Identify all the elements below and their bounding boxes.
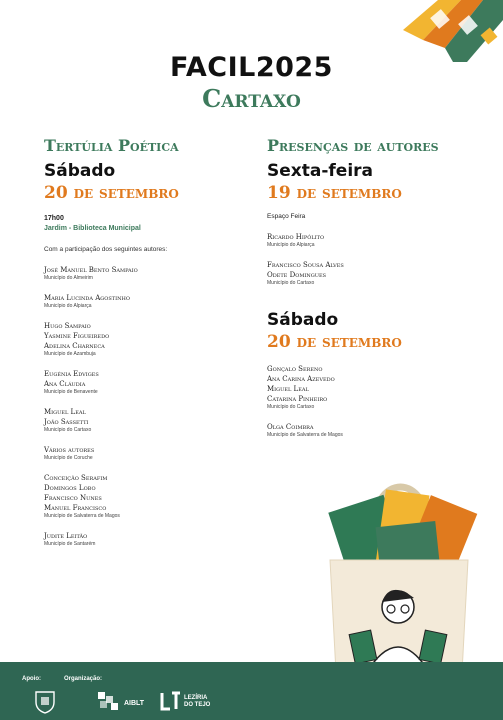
author-group — [44, 369, 254, 396]
municipality-label: Município de Salvaterra de Magos — [44, 513, 120, 519]
municipality-label: Município do Almeirim — [44, 275, 93, 281]
left-author-list — [44, 265, 254, 548]
author-group — [267, 232, 487, 249]
author-group — [267, 364, 487, 411]
right-column — [267, 136, 487, 439]
event-time: 17h00 — [44, 215, 64, 222]
section-title-presencas: Presenças de autores — [267, 136, 439, 155]
author-group — [267, 260, 487, 287]
municipality-label: Município do Cartaxo — [267, 280, 315, 286]
municipality-label: Município do Cartaxo — [267, 404, 315, 410]
author-name: Miguel Leal — [267, 385, 309, 393]
municipality-label: Município do Alpiarça — [267, 242, 315, 248]
author-name: Catarina Pinheiro — [267, 395, 328, 403]
municipality-label: Município de Salvaterra de Magos — [267, 432, 343, 438]
author-name: Olga Coimbra — [267, 423, 314, 431]
right-author-list-1 — [267, 232, 487, 287]
municipality-label: Município do Alpiarça — [44, 303, 92, 309]
author-name: Manuel Francisco — [44, 504, 107, 512]
author-name: Eugénia Edviges — [44, 370, 99, 378]
municipality-crest-icon — [34, 690, 56, 714]
aiblt-logo-text: AIBLT — [124, 700, 145, 707]
leziria-logo-text-2: DO TEJO — [184, 702, 211, 708]
author-name: Ricardo Hipólito — [267, 233, 325, 241]
author-name: João Sassetti — [44, 418, 89, 426]
author-name: Francisco Sousa Alves — [267, 261, 344, 269]
author-name: Odete Domingues — [267, 271, 327, 279]
author-name: Conceição Serafim — [44, 474, 108, 482]
author-group — [44, 531, 254, 548]
header — [0, 52, 503, 114]
left-date: 20 de setembro — [44, 183, 179, 203]
intro-text: Com a participação dos seguintes autores: — [44, 246, 168, 253]
author-name: José Manuel Bento Sampaio — [44, 266, 138, 274]
municipality-label: Município de Coruche — [44, 455, 93, 461]
municipality-label: Município de Benavente — [44, 389, 98, 395]
author-name: Ana Cláudia — [44, 380, 86, 388]
right-day-1: Sexta-feira — [267, 161, 374, 181]
author-group — [44, 407, 254, 434]
author-group — [44, 445, 254, 462]
author-name: Gonçalo Sereno — [267, 365, 323, 373]
city-subtitle: Cartaxo — [202, 84, 301, 113]
author-name: Ana Carina Azevedo — [267, 375, 335, 383]
leziria-logo-text-1: LEZÍRIA — [184, 695, 208, 701]
author-group — [44, 473, 254, 520]
author-name: Adelina Charneca — [44, 342, 105, 350]
right-date-2: 20 de setembro — [267, 332, 402, 352]
right-block-2 — [267, 309, 487, 439]
author-name: Yasmine Figueiredo — [44, 332, 110, 340]
section-title-tertulia: Tertúlia Poética — [44, 136, 179, 155]
support-label: Apoio: — [22, 676, 41, 682]
organization-label: Organização: — [64, 676, 103, 682]
author-name: Hugo Sampaio — [44, 322, 91, 330]
author-name: Francisco Nunes — [44, 494, 102, 502]
author-group — [44, 321, 254, 358]
author-name: Domingos Lobo — [44, 484, 96, 492]
space-label: Espaço Feira — [267, 213, 306, 220]
page-title: FACIL2025 — [170, 52, 333, 83]
left-column — [44, 136, 254, 548]
author-group — [267, 422, 487, 439]
author-name: Maria Lucinda Agostinho — [44, 294, 130, 302]
author-name: Vários autores — [44, 446, 95, 454]
leziria-logo-icon — [160, 691, 182, 711]
footer-bar — [0, 662, 503, 720]
right-author-list-2 — [267, 364, 487, 439]
municipality-label: Município do Cartaxo — [44, 427, 92, 433]
right-date-1: 19 de setembro — [267, 183, 402, 203]
author-group — [44, 293, 254, 310]
author-name: Miguel Leal — [44, 408, 86, 416]
aiblt-logo-icon — [96, 690, 122, 712]
author-name: Judite Leitão — [44, 532, 88, 540]
right-day-2: Sábado — [267, 310, 339, 330]
author-group — [44, 265, 254, 282]
left-day: Sábado — [44, 161, 116, 181]
municipality-label: Município de Azambuja — [44, 351, 96, 357]
municipality-label: Município de Santarém — [44, 541, 96, 547]
event-place: Jardim - Biblioteca Municipal — [44, 225, 141, 232]
